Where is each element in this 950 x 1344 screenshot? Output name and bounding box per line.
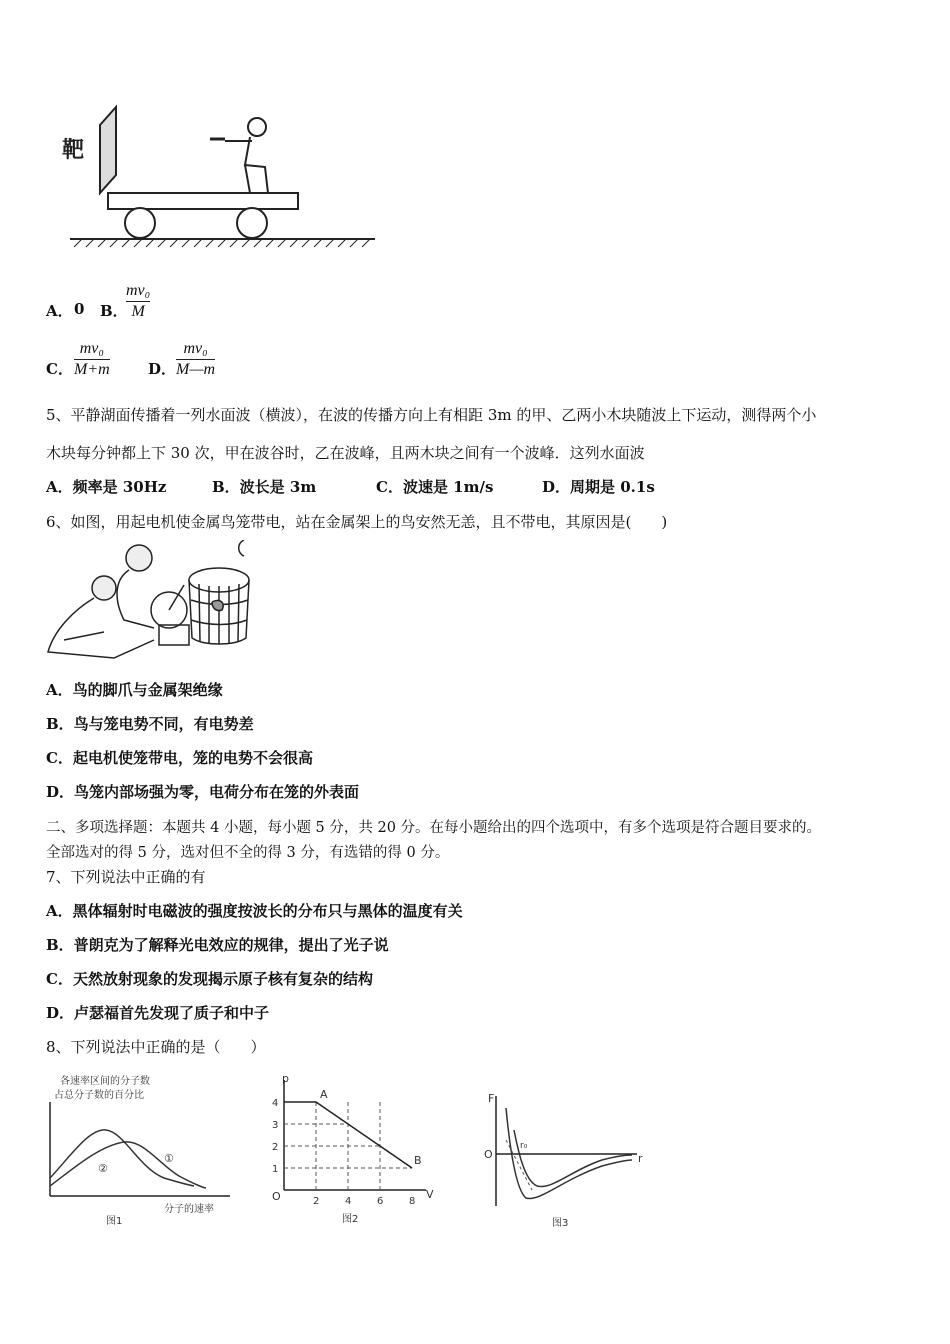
fig1-curve-1 (50, 1142, 206, 1188)
q4-option-b-fraction (126, 282, 150, 321)
q4-option-a-label: A． (46, 302, 73, 320)
q5-option-c: C．波速是 1m/s (376, 478, 494, 496)
q6-option-c: C．起电机使笼带电，笼的电势不会很高 (46, 749, 313, 767)
q7-stem: 7、下列说法中正确的有 (46, 868, 206, 886)
q4-option-c-fraction (74, 340, 110, 379)
fig2-xtick-label: 6 (377, 1196, 384, 1207)
fig2-caption: 图2 (342, 1214, 359, 1225)
q5-option-a: A．频率是 30Hz (46, 478, 167, 496)
fig2-xtick-label: 8 (409, 1196, 416, 1207)
q8-stem: 8、下列说法中正确的是（ ） (46, 1038, 266, 1056)
q5-stem-line1: 5、平静湖面传播着一列水面波（横波），在波的传播方向上有相距 3m 的甲、乙两小木块随波上下运动，测得两个小 (46, 406, 817, 424)
fig2-point-b-label: B (414, 1154, 422, 1167)
fig2-origin: O (272, 1190, 281, 1203)
fig3-caption: 图3 (552, 1218, 569, 1229)
q5-option-b: B．波长是 3m (212, 478, 317, 496)
q4-option-a-value: 0 (74, 300, 85, 318)
fig1-xlabel: 分子的速率 (164, 1204, 214, 1215)
target-board (100, 107, 116, 193)
q7-option-a: A．黑体辐射时电磁波的强度按波长的分布只与黑体的温度有关 (46, 902, 463, 920)
fig2-ytick-label: 3 (272, 1120, 279, 1131)
q4-option-c-numerator: mv₀ (79, 340, 104, 357)
cart-target-figure (60, 95, 380, 255)
fig2-xtick-label: 2 (313, 1196, 320, 1207)
q4-option-d-denominator: M—m (176, 361, 216, 378)
fig2-ytick-label: 2 (272, 1142, 279, 1153)
fig1-ylabel-line1: 各速率区间的分子数 (60, 1076, 150, 1087)
q7-option-c: C．天然放射现象的发现揭示原子核有复杂的结构 (46, 970, 373, 988)
fig2-xlabel: V (426, 1188, 434, 1201)
q4-option-d-fraction (176, 340, 215, 379)
birdcage-figure (44, 540, 274, 665)
q7-option-b: B．普朗克为了解释光电效应的规律，提出了光子说 (46, 936, 389, 954)
cart-wheel-right (237, 208, 267, 238)
q8-figure1 (44, 1068, 244, 1228)
cart-wheel-left (125, 208, 155, 238)
q4-option-d-numerator: mv₀ (183, 340, 208, 357)
target-label: 靶 (62, 138, 85, 163)
fig2-ytick-label: 4 (272, 1098, 279, 1109)
fig2-point-a-label: A (320, 1088, 328, 1101)
section2-line1: 二、多项选择题：本题共 4 小题，每小题 5 分，共 20 分。在每小题给出的四个选项中，有多个选项是符合题目要求的。 (46, 820, 822, 836)
q5-stem-line2: 木块每分钟都上下 30 次，甲在波谷时，乙在波峰，且两木块之间有一个波峰．这列水面波 (46, 444, 645, 462)
q4-option-c-label: C． (46, 360, 73, 378)
fig2-ytick-label: 1 (272, 1164, 279, 1175)
q8-figure3 (482, 1090, 652, 1230)
fig3-r0-label: r₀ (520, 1141, 528, 1151)
q7-option-d: D．卢瑟福首先发现了质子和中子 (46, 1004, 270, 1022)
shooter-person (210, 118, 268, 193)
q6-option-d: D．鸟笼内部场强为零，电荷分布在笼的外表面 (46, 783, 360, 801)
fig2-xtick-label: 4 (345, 1196, 352, 1207)
fig3-dashed-line (506, 1140, 532, 1190)
fig1-curve1-label: ① (164, 1152, 174, 1165)
fig3-ylabel: F (488, 1092, 495, 1105)
q6-stem: 6、如图，用起电机使金属鸟笼带电，站在金属架上的鸟安然无恙，且不带电，其原因是( ) (46, 513, 668, 531)
fig1-ylabel-line2: 占总分子数的百分比 (54, 1090, 144, 1101)
fig3-origin: O (484, 1148, 493, 1161)
q8-figure2 (266, 1070, 446, 1230)
q4-option-b-numerator: mv₀ (126, 282, 151, 299)
q4-option-b-label: B． (100, 302, 128, 320)
q4-option-b-denominator: M (131, 303, 145, 320)
fig1-caption: 图1 (106, 1216, 123, 1227)
fig1-curve2-label: ② (98, 1162, 108, 1175)
q4-option-d-label: D． (148, 360, 177, 378)
fig3-xlabel: r (638, 1152, 643, 1165)
q4-option-c-denominator: M+m (74, 361, 110, 378)
fig2-ylabel: p (282, 1072, 289, 1085)
q6-option-a: A．鸟的脚爪与金属架绝缘 (46, 681, 223, 699)
fig3-curve-repulsive (506, 1108, 632, 1198)
q5-option-d: D．周期是 0.1s (542, 478, 655, 496)
q6-option-b: B．鸟与笼电势不同，有电势差 (46, 715, 254, 733)
cart-body (108, 193, 298, 209)
section2-line2: 全部选对的得 5 分，选对但不全的得 3 分，有选错的得 0 分。 (46, 845, 450, 861)
